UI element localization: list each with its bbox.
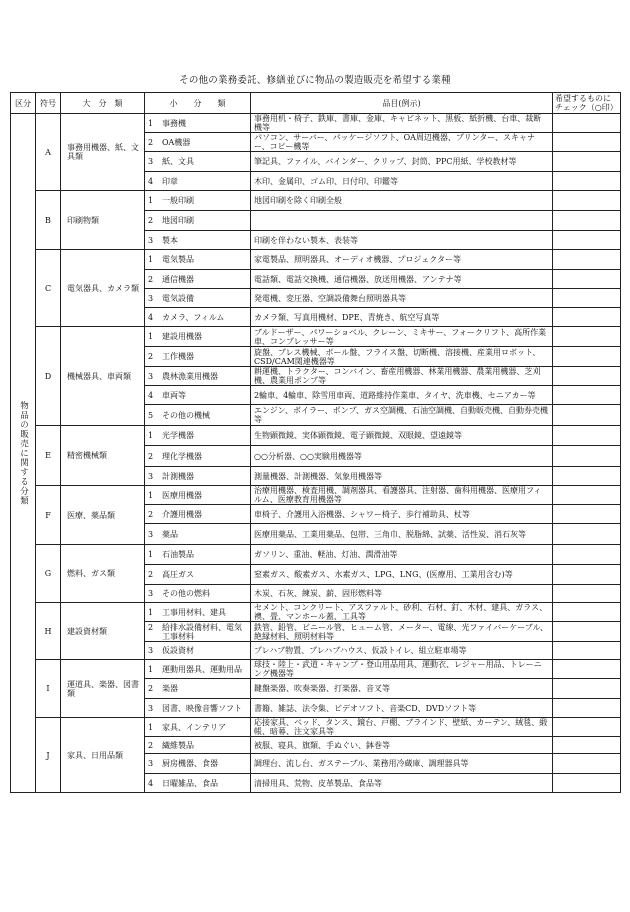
check-cell[interactable] (553, 133, 621, 152)
minor-number: 3 (148, 235, 154, 245)
minor-category-cell (145, 426, 251, 446)
check-cell[interactable] (553, 405, 621, 426)
check-cell[interactable] (553, 327, 621, 347)
major-category-cell: 電気器具、カメラ類 (61, 250, 145, 327)
minor-category-cell (145, 327, 251, 347)
table-row (11, 603, 621, 622)
examples-cell: エンジン、ボイラー、ポンプ、ガス空調機、石油空調機、自動販売機、自動券売機等 (251, 405, 553, 426)
minor-number: 2 (148, 509, 154, 519)
check-cell[interactable] (553, 585, 621, 603)
minor-number: 1 (148, 255, 154, 264)
examples-cell: 調理台、流し台、ガステーブル、業務用冷蔵庫、調理器具等 (251, 754, 553, 774)
minor-number: 3 (148, 589, 154, 598)
minor-name: 高圧ガス (162, 570, 194, 579)
minor-number: 3 (148, 293, 154, 303)
examples-cell: 電話類、電話交換機、通信機器、放送用機器、アンテナ等 (251, 270, 553, 289)
minor-category-cell (145, 754, 251, 774)
examples-cell: カメラ類、写真用機材、DPE、青焼き、航空写真等 (251, 308, 553, 327)
examples-cell: セメント、コンクリート、アスファルト、砂利、石材、釘、木材、建具、ガラス、襖、畳、マンホール蓋、工具等 (251, 603, 553, 622)
table-header-row (11, 93, 621, 114)
code-cell: A (36, 114, 61, 191)
examples-cell: 生物顕微鏡、実体顕微鏡、電子顕微鏡、双眼鏡、望遠鏡等 (251, 426, 553, 446)
minor-number: 2 (148, 274, 154, 284)
minor-category-cell (145, 289, 251, 308)
minor-name: 建設用機器 (162, 332, 202, 341)
minor-category-cell (145, 679, 251, 699)
minor-number: 4 (148, 778, 154, 788)
minor-name: 家具、インテリア (162, 722, 226, 732)
code-cell: B (36, 191, 61, 250)
minor-category-cell (145, 603, 251, 622)
minor-number: 4 (148, 176, 154, 186)
check-cell[interactable] (553, 289, 621, 308)
minor-name: 厨房機器、食器 (162, 759, 218, 768)
examples-cell: 治療用機器、検査用機、調剤器具、看護器具、注射器、歯科用機器、医療用フィルム、医療教育用機器等 (251, 486, 553, 505)
major-category-cell: 建設資材類 (61, 603, 145, 660)
table-row (11, 718, 621, 737)
header-major: 大 分 類 (61, 93, 145, 114)
minor-name: 仮設資材 (162, 646, 194, 655)
check-cell[interactable] (553, 545, 621, 565)
minor-number: 2 (148, 216, 154, 225)
minor-name: 農林漁業用機器 (162, 371, 218, 381)
examples-cell: 2輪車、4輪車、除雪用車両、道路維持作業車、タイヤ、洗車機、セニアカー等 (251, 386, 553, 405)
minor-name: 工作機器 (162, 352, 194, 361)
examples-cell: 旋盤、プレス機械、ボール盤、フライス盤、切断機、溶接機、産業用ロボット、CSD/CAM関連機器等 (251, 347, 553, 367)
check-cell[interactable] (553, 367, 621, 386)
examples-cell: プレハブ物置、プレハブハウス、仮設トイレ、組立駐車場等 (251, 642, 553, 660)
minor-name: 薬品 (162, 529, 178, 539)
minor-category-cell (145, 211, 251, 231)
check-cell[interactable] (553, 505, 621, 524)
minor-category-cell (145, 172, 251, 191)
check-cell[interactable] (553, 152, 621, 172)
check-cell[interactable] (553, 270, 621, 289)
major-category-cell: 機械器具、車両類 (61, 327, 145, 426)
check-cell[interactable] (553, 347, 621, 367)
major-category-cell: 医療、薬品類 (61, 486, 145, 545)
minor-name: OA機器 (162, 137, 191, 147)
minor-number: 1 (148, 490, 154, 500)
examples-cell: ブルドーザー、パワーショベル、クレーン、ミキサー、フォークリフト、高所作業車、コンプレッサー等 (251, 327, 553, 347)
minor-category-cell (145, 660, 251, 679)
check-cell[interactable] (553, 467, 621, 486)
minor-category-cell (145, 524, 251, 545)
examples-cell: 車椅子、介護用入浴機器、シャワー椅子、歩行補助具、杖等 (251, 505, 553, 524)
examples-cell (251, 211, 553, 231)
examples-cell: 窒素ガス、酸素ガス、水素ガス、LPG、LNG、(医療用、工業用含む)等 (251, 565, 553, 585)
minor-name: 電気製品 (162, 255, 194, 264)
minor-number: 2 (148, 137, 154, 147)
minor-name: 光学機器 (162, 431, 194, 440)
minor-category-cell (145, 699, 251, 718)
examples-cell: 被服、寝具、旗類、手ぬぐい、鉢巻等 (251, 737, 553, 754)
check-cell[interactable] (553, 603, 621, 622)
major-category-cell: 家具、日用品類 (61, 718, 145, 793)
check-cell[interactable] (553, 308, 621, 327)
minor-category-cell (145, 505, 251, 524)
minor-number: 1 (148, 196, 154, 205)
check-cell[interactable] (553, 231, 621, 250)
minor-category-cell (145, 545, 251, 565)
check-cell[interactable] (553, 524, 621, 545)
header-examples: 品目(例示) (251, 93, 553, 114)
minor-category-cell (145, 386, 251, 405)
code-cell: I (36, 660, 61, 718)
minor-category-cell (145, 446, 251, 467)
minor-name: 繊維製品 (162, 740, 194, 750)
minor-number: 2 (148, 622, 154, 632)
minor-number: 3 (148, 157, 154, 166)
minor-name: 医療用機器 (162, 490, 202, 500)
minor-number: 5 (148, 410, 154, 420)
minor-number: 3 (148, 529, 154, 539)
check-cell[interactable] (553, 718, 621, 737)
examples-cell: 書籍、雑誌、法令集、ビデオソフト、音楽CD、DVDソフト等 (251, 699, 553, 718)
minor-name: 日曜雑品、食品 (162, 778, 218, 788)
check-cell[interactable] (553, 642, 621, 660)
check-cell[interactable] (553, 426, 621, 446)
minor-name: カメラ、フィルム (162, 312, 225, 322)
minor-category-cell (145, 585, 251, 603)
page-title: その他の業務委託、修繕並びに物品の製造販売を希望する業種 (179, 75, 451, 86)
minor-category-cell (145, 642, 251, 660)
minor-number: 1 (148, 332, 154, 341)
check-cell[interactable] (553, 565, 621, 585)
minor-name: 石油製品 (162, 550, 194, 559)
minor-category-cell (145, 231, 251, 250)
check-cell[interactable] (553, 191, 621, 211)
check-cell[interactable] (553, 211, 621, 231)
major-category-cell: 事務用機器、紙、文具類 (61, 114, 145, 191)
minor-number: 3 (148, 703, 154, 713)
table-row (11, 191, 621, 211)
minor-name: その他の燃料 (162, 589, 210, 598)
kubun-cell: 物品の販売に関する分類 (11, 114, 36, 793)
minor-number: 3 (148, 371, 154, 381)
check-cell[interactable] (553, 679, 621, 699)
minor-name: その他の機械 (162, 410, 210, 420)
minor-name: 運動用器具、運動用品 (162, 664, 242, 674)
minor-category-cell (145, 486, 251, 505)
table-row (11, 114, 621, 133)
minor-name: 電気設備 (162, 293, 194, 303)
minor-number: 1 (148, 431, 154, 440)
code-cell: D (36, 327, 61, 426)
examples-cell: 木印、金属印、ゴム印、日付印、印鑑等 (251, 172, 553, 191)
minor-category-cell (145, 774, 251, 793)
header-minor: 小 分 類 (145, 93, 251, 114)
examples-cell: ガソリン、重油、軽油、灯油、潤滑油等 (251, 545, 553, 565)
code-cell: J (36, 718, 61, 793)
check-cell[interactable] (553, 446, 621, 467)
minor-number: 3 (148, 471, 154, 481)
examples-cell: 地図印刷を除く印刷全般 (251, 191, 553, 211)
table-row (11, 486, 621, 505)
minor-name: 計測機器 (162, 471, 194, 481)
minor-category-cell (145, 250, 251, 270)
code-cell: H (36, 603, 61, 660)
examples-cell: 耕運機、トラクター、コンバイン、畜産用機器、林業用機器、農業用機器、芝刈機、農業用ポンプ等 (251, 367, 553, 386)
minor-name: 工事用材料、建具 (162, 607, 226, 617)
table-row (11, 545, 621, 565)
minor-name: 印章 (162, 176, 178, 186)
check-cell[interactable] (553, 774, 621, 793)
minor-name: 紙、文具 (162, 157, 194, 166)
table-row (11, 327, 621, 347)
examples-cell: 鉄管、鉛管、ビニール管、ヒューム管、メーター、電線、光ファイバーケーブル、絶縁材料、照明材料等 (251, 622, 553, 642)
minor-category-cell (145, 347, 251, 367)
check-cell[interactable] (553, 754, 621, 774)
check-cell[interactable] (553, 622, 621, 642)
code-cell: F (36, 486, 61, 545)
minor-name: 地図印刷 (162, 216, 194, 225)
examples-cell: 医療用薬品、工業用薬品、包帯、三角巾、脱脂綿、試薬、活性炭、消石灰等 (251, 524, 553, 545)
minor-number: 2 (148, 451, 154, 461)
check-cell[interactable] (553, 699, 621, 718)
check-cell[interactable] (553, 250, 621, 270)
minor-category-cell (145, 114, 251, 133)
major-category-cell: 印刷物類 (61, 191, 145, 250)
examples-cell: 清掃用具、荒物、皮革製品、食品等 (251, 774, 553, 793)
minor-category-cell (145, 565, 251, 585)
examples-cell: ○○分析器、○○実験用機器等 (251, 446, 553, 467)
minor-name: 介護用機器 (162, 509, 202, 519)
header-kubun: 区分 (11, 93, 36, 114)
examples-cell: 発電機、変圧器、空調設備舞台照明器具等 (251, 289, 553, 308)
minor-number: 3 (148, 646, 154, 655)
minor-name: 製本 (162, 235, 178, 245)
header-code: 符号 (36, 93, 61, 114)
minor-category-cell (145, 133, 251, 152)
check-cell[interactable] (553, 114, 621, 133)
check-cell[interactable] (553, 486, 621, 505)
examples-cell: 鍵盤楽器、吹奏楽器、打楽器、音叉等 (251, 679, 553, 699)
table-row (11, 426, 621, 446)
minor-category-cell (145, 737, 251, 754)
minor-name: 理化学機器 (162, 451, 202, 461)
examples-cell: 事務用机・椅子、鉄庫、書庫、金庫、キャビネット、黒板、紙折機、台車、裁断機等 (251, 114, 553, 133)
table-row (11, 660, 621, 679)
minor-number: 1 (148, 664, 154, 674)
minor-number: 2 (148, 570, 154, 579)
minor-category-cell (145, 152, 251, 172)
examples-cell: 印刷を伴わない製本、表装等 (251, 231, 553, 250)
minor-name: 車両等 (162, 390, 186, 400)
minor-number: 1 (148, 118, 154, 128)
code-cell: E (36, 426, 61, 486)
minor-name: 給排水設備材料、電気工事材料 (162, 622, 242, 641)
minor-number: 1 (148, 607, 154, 617)
minor-number: 2 (148, 352, 154, 361)
minor-number: 4 (148, 312, 154, 322)
minor-name: 通信機器 (162, 274, 194, 284)
minor-number: 1 (148, 550, 154, 559)
minor-name: 一般印刷 (162, 196, 194, 205)
minor-number: 1 (148, 722, 154, 732)
check-cell[interactable] (553, 660, 621, 679)
check-cell[interactable] (553, 386, 621, 405)
minor-category-cell (145, 308, 251, 327)
minor-category-cell (145, 718, 251, 737)
minor-category-cell (145, 191, 251, 211)
major-category-cell: 運道具、楽器、図書類 (61, 660, 145, 718)
examples-cell: 筆記具、ファイル、バインダー、クリップ、封筒、PPC用紙、学校教材等 (251, 152, 553, 172)
examples-cell: 木炭、石灰、練炭、薪、固形燃料等 (251, 585, 553, 603)
check-cell[interactable] (553, 172, 621, 191)
minor-category-cell (145, 270, 251, 289)
major-category-cell: 燃料、ガス類 (61, 545, 145, 603)
table-row (11, 250, 621, 270)
header-check: 希望するものにチェック（○印） (553, 93, 621, 114)
minor-number: 2 (148, 740, 154, 750)
minor-number: 3 (148, 759, 154, 768)
minor-number: 2 (148, 684, 154, 693)
minor-category-cell (145, 622, 251, 642)
examples-cell: パソコン、サーバー、パッケージソフト、OA周辺機器、プリンター、スキャナー、コピー機等 (251, 133, 553, 152)
minor-number: 4 (148, 390, 154, 400)
code-cell: G (36, 545, 61, 603)
examples-cell: 測量機器、計測機器、気象用機器等 (251, 467, 553, 486)
minor-category-cell (145, 367, 251, 386)
minor-category-cell (145, 405, 251, 426)
minor-name: 楽器 (162, 684, 178, 693)
examples-cell: 応接家具、ベッド、タンス、鏡台、戸棚、ブラインド、壁紙、カーテン、絨毯、緞帳、暗幕、注文家具等 (251, 718, 553, 737)
minor-name: 図書、映像音響ソフト (162, 703, 242, 713)
category-table (10, 92, 621, 793)
examples-cell: 球技・陸上・武道・キャンプ・登山用品用具、運動衣、レジャー用品、トレーニング機器等 (251, 660, 553, 679)
code-cell: C (36, 250, 61, 327)
examples-cell: 家電製品、照明器具、オーディオ機器、プロジェクター等 (251, 250, 553, 270)
major-category-cell: 精密機械類 (61, 426, 145, 486)
check-cell[interactable] (553, 737, 621, 754)
minor-category-cell (145, 467, 251, 486)
minor-name: 事務機 (162, 118, 186, 128)
